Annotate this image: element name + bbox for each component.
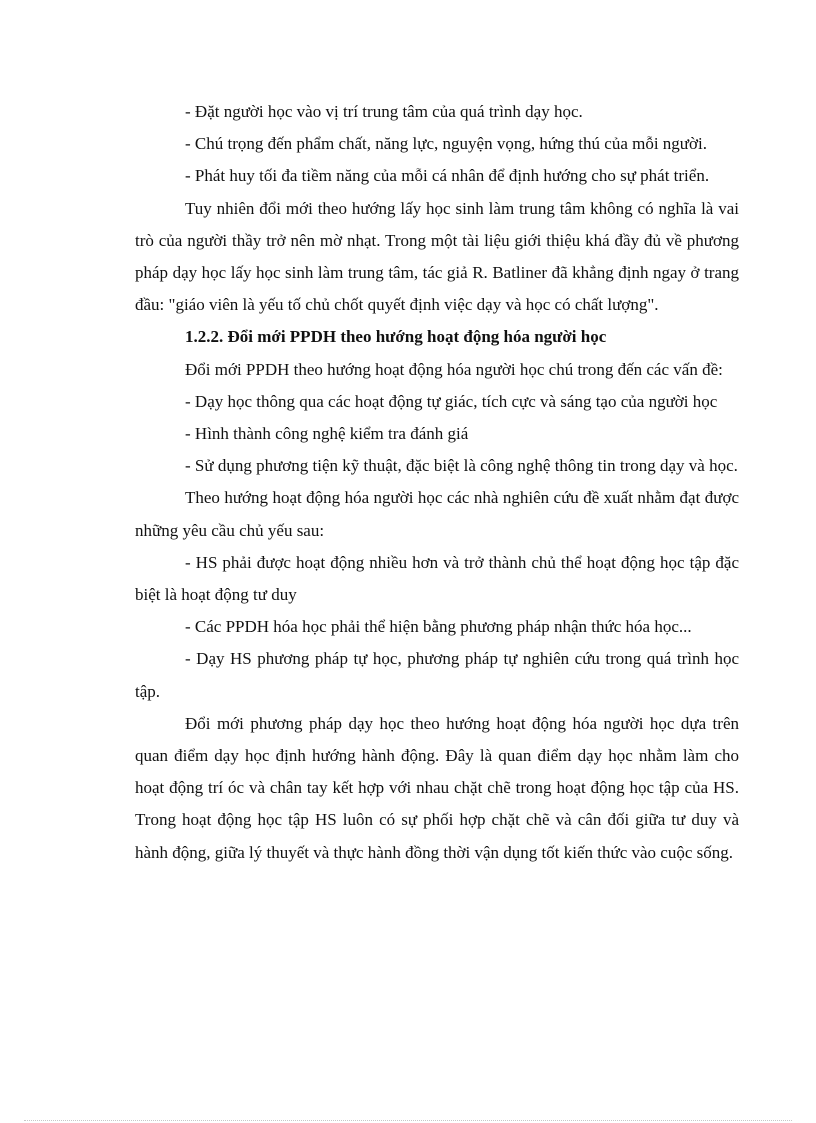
page-bottom-divider: [24, 1120, 792, 1121]
body-paragraph: Tuy nhiên đổi mới theo hướng lấy học sinh làm trung tâm không có nghĩa là vai trò của người thầy trở nên mờ nhạt. Trong một tài liệu giới thiệu khá đầy đủ về phương pháp dạy học lấy học sinh làm trung tâm, tác giả R. Batliner đã khẳng định ngay ở trang đầu: "giáo viên là yếu tố chủ chốt quyết định việc dạy và học có chất lượng".: [135, 198, 739, 315]
body-paragraph: Theo hướng hoạt động hóa người học các nhà nghiên cứu đề xuất nhằm đạt được những yêu cầu chủ yếu sau:: [135, 488, 739, 540]
body-paragraph: Đổi mới PPDH theo hướng hoạt động hóa người học chú trong đến các vấn đề:: [185, 359, 723, 379]
bullet-paragraph: - Sử dụng phương tiện kỹ thuật, đặc biệt là công nghệ thông tin trong dạy và học.: [185, 456, 738, 476]
bullet-paragraph: - Các PPDH hóa học phải thể hiện bằng phương pháp nhận thức hóa học...: [185, 617, 692, 637]
bullet-paragraph: - Chú trọng đến phẩm chất, năng lực, nguyện vọng, hứng thú của mỗi người.: [185, 134, 707, 154]
bullet-paragraph: - Dạy HS phương pháp tự học, phương pháp tự nghiên cứu trong quá trình học tập.: [135, 649, 739, 701]
document-page: [135, 96, 739, 869]
bullet-paragraph: - Dạy học thông qua các hoạt động tự giác, tích cực và sáng tạo của người học: [185, 391, 718, 411]
bullet-paragraph: - Hình thành công nghệ kiểm tra đánh giá: [185, 424, 469, 444]
bullet-paragraph: - Đặt người học vào vị trí trung tâm của quá trình dạy học.: [185, 102, 583, 121]
bullet-paragraph: - Phát huy tối đa tiềm năng của mỗi cá nhân để định hướng cho sự phát triển.: [185, 166, 710, 186]
body-paragraph: Đổi mới phương pháp dạy học theo hướng hoạt động hóa người học dựa trên quan điểm dạy học định hướng hành động. Đây là quan điểm dạy học nhằm làm cho hoạt động trí óc và chân tay kết hợp với nhau chặt chẽ trong hoạt động học tập của HS. Trong hoạt động học tập HS luôn có sự phối hợp chặt chẽ và cân đối giữa tư duy và hành động, giữa lý thuyết và thực hành đồng thời vận dụng tốt kiến thức vào cuộc sống.: [135, 713, 739, 862]
section-heading: 1.2.2. Đổi mới PPDH theo hướng hoạt động hóa người học: [185, 327, 607, 347]
bullet-paragraph: - HS phải được hoạt động nhiều hơn và trở thành chủ thể hoạt động học tập đặc biệt là hoạt động tư duy: [135, 552, 739, 605]
